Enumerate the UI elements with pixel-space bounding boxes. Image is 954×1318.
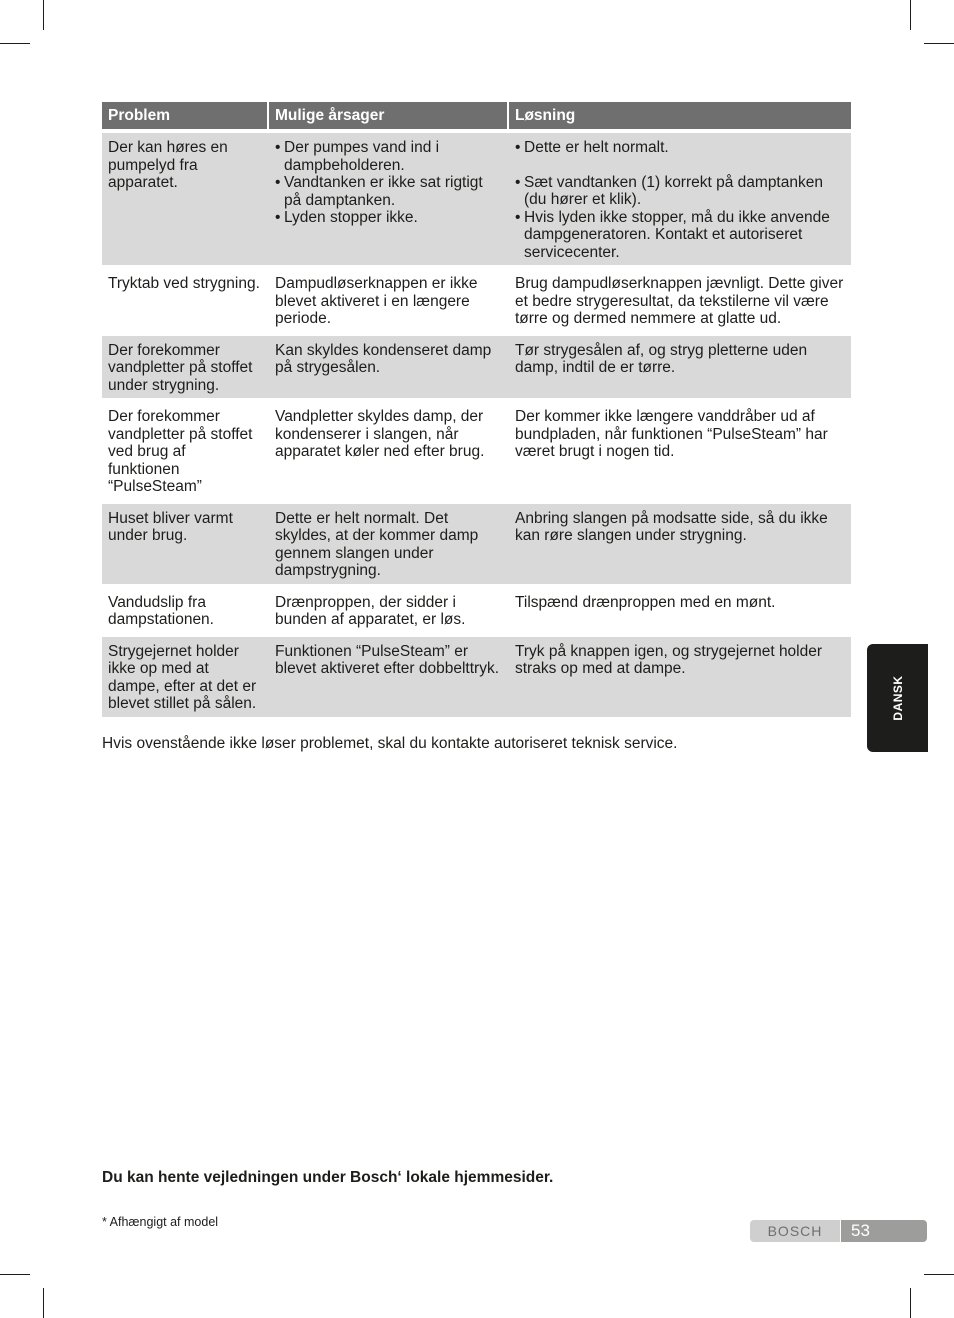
solution-cell: Brug dampudløserknappen jævnligt. Dette giver et bedre strygeresultat, da tekstilerne vil være tørre og dermed nemmere at glatte ud.: [515, 275, 844, 327]
cause-item: • Der pumpes vand ind i dampbeholderen.: [275, 139, 501, 174]
crop-mark: [43, 0, 44, 30]
table-row: [102, 336, 851, 399]
cause-item: • Vandtanken er ikke sat rigtigt på damptanken.: [275, 174, 501, 209]
causes-cell: Vandpletter skyldes damp, der kondenserer i slangen, når apparatet køler ned efter brug.: [275, 408, 485, 460]
crop-mark: [910, 1288, 911, 1318]
causes-cell: Dette er helt normalt. Det skyldes, at der kommer damp gennem slangen under dampstrygning.: [275, 509, 479, 579]
problem-cell: Der forekommer vandpletter på stoffet ved brug af funktionen “PulseSteam”: [108, 408, 253, 495]
causes-cell: [269, 133, 507, 265]
solution-cell: Tilspænd drænproppen med en mønt.: [515, 593, 776, 611]
solution-item: • Sæt vandtanken (1) korrekt på damptanken (du hører et klik).: [515, 174, 845, 209]
solution-item: • Hvis lyden ikke stopper, må du ikke anvende dampgeneratoren. Kontakt et autoriseret servicecenter.: [515, 209, 845, 262]
causes-cell: Funktionen “PulseSteam” er blevet aktiveret efter dobbelttryk.: [275, 642, 500, 677]
header-solution: Løsning: [509, 102, 851, 129]
brand-label: BOSCH: [750, 1220, 840, 1242]
solution-cell: Tryk på knappen igen, og strygejernet holder straks op med at dampe.: [515, 642, 823, 677]
crop-mark: [924, 1274, 954, 1275]
problem-cell: Tryktab ved strygning.: [108, 275, 260, 292]
table-row: [102, 133, 851, 265]
table-row: [102, 269, 851, 332]
problem-cell: Der kan høres en pumpelyd fra apparatet.: [108, 139, 228, 191]
crop-mark: [0, 1274, 30, 1275]
table-header: [102, 102, 851, 129]
table-row: [102, 504, 851, 584]
causes-cell: Drænproppen, der sidder i bunden af apparatet, er løs.: [275, 593, 466, 628]
solution-cell: Tør strygesålen af, og stryg pletterne uden damp, indtil de er tørre.: [515, 341, 808, 376]
header-causes: Mulige årsager: [269, 102, 507, 129]
solution-item: • Dette er helt normalt.: [515, 139, 845, 157]
solution-cell: [509, 133, 851, 265]
problem-cell: Der forekommer vandpletter på stoffet under strygning.: [108, 341, 253, 394]
service-note: Hvis ovenstående ikke løser problemet, skal du kontakte autoriseret teknisk service.: [102, 735, 678, 752]
language-tab-label: DANSK: [890, 675, 905, 721]
language-tab: [867, 644, 928, 752]
problem-cell: Vandudslip fra dampstationen.: [108, 593, 214, 628]
header-problem: Problem: [102, 102, 267, 129]
table-row: [102, 588, 851, 633]
download-note: Du kan hente vejledningen under Bosch‘ lokale hjemmesider.: [102, 1169, 554, 1186]
cause-item: • Lyden stopper ikke.: [275, 209, 501, 227]
solution-cell: Der kommer ikke længere vanddråber ud af bundpladen, når funktionen “PulseSteam” har været brugt i nogen tid.: [515, 408, 828, 460]
crop-mark: [910, 0, 911, 30]
page-number: 53: [841, 1220, 927, 1242]
causes-cell: Kan skyldes kondenseret damp på strygesålen.: [275, 341, 492, 376]
table-row: [102, 637, 851, 717]
causes-cell: Dampudløserknappen er ikke blevet aktiveret i en længere periode.: [275, 275, 478, 327]
crop-mark: [924, 43, 954, 44]
problem-cell: Huset bliver varmt under brug.: [108, 509, 233, 544]
crop-mark: [0, 43, 30, 44]
troubleshooting-table: [102, 102, 851, 717]
problem-cell: Strygejernet holder ikke op med at dampe, efter at det er blevet stillet på sålen.: [108, 642, 257, 712]
solution-cell: Anbring slangen på modsatte side, så du ikke kan røre slangen under strygning.: [515, 509, 828, 544]
footnote: * Afhængigt af model: [102, 1215, 219, 1229]
crop-mark: [43, 1288, 44, 1318]
table-row: [102, 402, 851, 500]
